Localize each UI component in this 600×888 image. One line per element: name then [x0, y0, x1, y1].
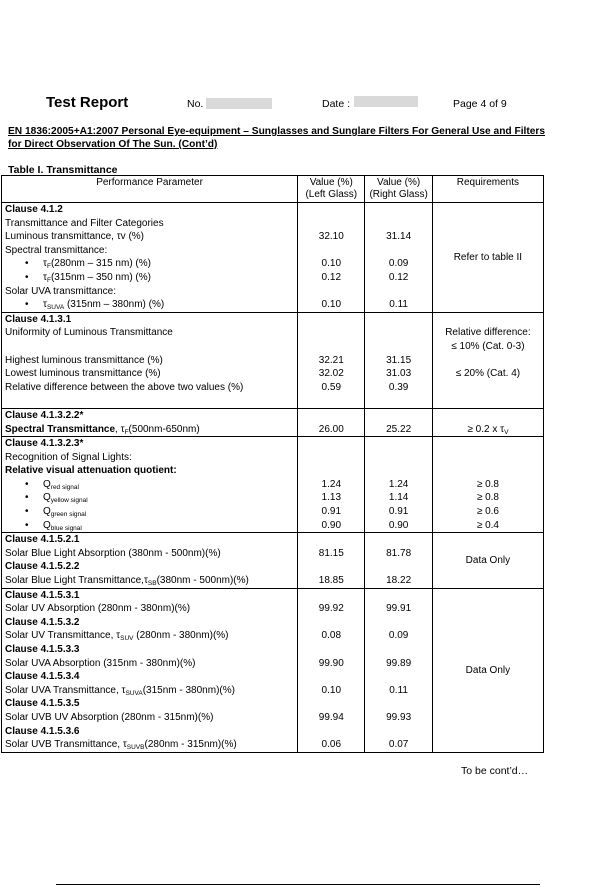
table-row [2, 408, 544, 436]
right-value-cell: 99.91 0.09 99.89 0.11 99.93 0.07 [365, 588, 432, 752]
requirement-cell: Data Only [432, 533, 543, 588]
standard-title: EN 1836:2005+A1:2007 Personal Eye-equipment – Sunglasses and Sunglare Filters For General Use and Filters for Direct Observation Of The Sun. (Cont’d) [8, 126, 546, 150]
continued-note: To be cont’d… [461, 765, 529, 777]
table-header-row [2, 176, 544, 203]
col-header-right: Value (%) (Right Glass) [365, 176, 432, 203]
param-cell: Clause 4.1.5.2.1 Solar Blue Light Absorption (380nm - 500nm)(%) Clause 4.1.5.2.2 Solar Blue Light $Transmittance,\tau_{SB}(380nm - 500nm)(\%)$ [2, 533, 298, 588]
table-row [2, 312, 544, 408]
requirement-cell: ≥ 0.2 x $\tau_V$ [432, 408, 543, 436]
report-number-label: No. [187, 98, 204, 110]
footer-rule [56, 884, 540, 885]
right-value-cell: 1.24 1.14 0.91 0.90 [365, 437, 432, 533]
table-row [2, 203, 544, 313]
left-value-cell: 1.24 1.13 0.91 0.90 [298, 437, 365, 533]
page-number: Page 4 of 9 [453, 98, 507, 110]
left-value-cell: 26.00 [298, 408, 365, 436]
table-row [2, 437, 544, 533]
requirement-cell: Refer to table II [432, 203, 543, 313]
report-date-label: Date : [322, 98, 351, 110]
param-cell: Clause 4.1.3.2.3* Recognition of Signal Lights: Relative visual attenuation quotient: • $Q_{red signal}$ • $Q_{yellow signal}$ • $Q_{green signal}$ • $Q_{blue signal}$ [2, 437, 298, 533]
left-value-cell: 81.15 18.85 [298, 533, 365, 588]
param-cell: Clause 4.1.5.3.1 Solar UV Absorption (280nm - 380nm)(%) Clause 4.1.5.3.2 Solar UV Transmittance, $\tau_{SUV}$ (280nm - 380nm)(%) Clause 4.1.5.3.3 Solar UVA Absorption (315nm - 380nm)(%) Clause 4.1.5.3.4 Solar UVA Transmittance, $\tau_{SUVA}(315nm - 380nm)(\%)$ Clause 4.1.5.3.5 Solar UVB UV Absorption (280nm - 315nm)(%) Clause 4.1.5.3.6 Solar UVB Transmittance, $\tau_{SUVB}(280nm - 315nm)(\%)$ [2, 588, 298, 752]
requirement-cell: Data Only [432, 588, 543, 752]
param-cell: Clause 4.1.2 Transmittance and Filter Categories Luminous transmittance, τv (%) Spectral transmittance: • $\tau_F(280nm - 315$ nm) (%) • $\tau_F(315nm - 350$ nm) (%) Solar UVA transmittance: • $\tau_{SUVA}$ (315nm – 380nm) (%) [2, 203, 298, 313]
right-value-cell: 31.15 31.03 0.39 [365, 312, 432, 408]
transmittance-table [1, 175, 544, 753]
left-value-cell: 99.92 0.08 99.90 0.10 99.94 0.06 [298, 588, 365, 752]
right-value-cell: 31.14 0.09 0.12 0.11 [365, 203, 432, 313]
requirement-cell: Relative difference: ≤ 10% (Cat. 0-3) ≤ 20% (Cat. 4) [432, 312, 543, 408]
left-value-cell: 32.10 0.10 0.12 0.10 [298, 203, 365, 313]
col-header-param: Performance Parameter [2, 176, 298, 203]
param-cell: Clause 4.1.3.1 Uniformity of Luminous Transmittance Highest luminous transmittance (%) Lowest luminous transmittance (%) Relative difference between the above two values (%) [2, 312, 298, 408]
right-value-cell: 25.22 [365, 408, 432, 436]
table-row [2, 533, 544, 588]
col-header-req: Requirements [432, 176, 543, 203]
redacted-report-date [354, 96, 418, 107]
table-title: Table I. Transmittance [8, 164, 118, 176]
left-value-cell: 32.21 32.02 0.59 [298, 312, 365, 408]
requirement-cell: ≥ 0.8 ≥ 0.8 ≥ 0.6 ≥ 0.4 [432, 437, 543, 533]
right-value-cell: 81.78 18.22 [365, 533, 432, 588]
table-row [2, 588, 544, 752]
redacted-report-number [206, 98, 272, 109]
param-cell: Clause 4.1.3.2.2* Spectral Transmittance, $\tau_F(500nm-650nm)$ [2, 408, 298, 436]
report-title: Test Report [46, 94, 129, 111]
col-header-left: Value (%) (Left Glass) [298, 176, 365, 203]
